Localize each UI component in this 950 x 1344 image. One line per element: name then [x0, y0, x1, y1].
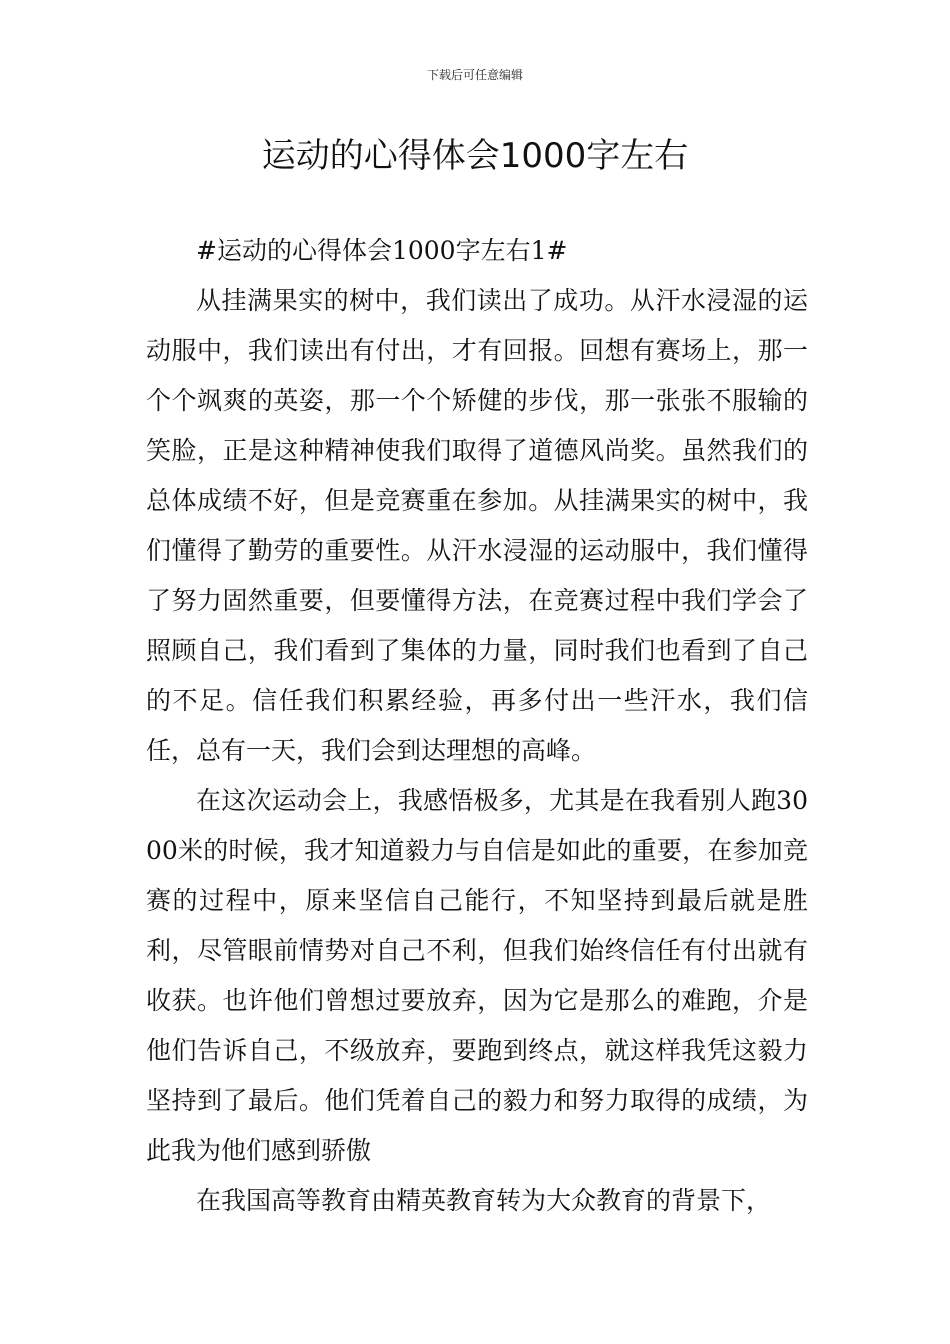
document-body [146, 226, 808, 1226]
section-heading: #运动的心得体会1000字左右1# [196, 236, 568, 265]
paragraph: 从挂满果实的树中，我们读出了成功。从汗水浸湿的运动服中，我们读出有付出，才有回报。回想有赛场上，那一个个飒爽的英姿，那一个个矫健的步伐，那一张张不服输的笑脸，正是这种精神使我们取得了道德风尚奖。虽然我们的总体成绩不好，但是竞赛重在参加。从挂满果实的树中，我们懂得了勤劳的重要性。从汗水浸湿的运动服中，我们懂得了努力固然重要，但要懂得方法，在竞赛过程中我们学会了照顾自己，我们看到了集体的力量，同时我们也看到了自己的不足。信任我们积累经验，再多付出一些汗水，我们信任，总有一天，我们会到达理想的高峰。 [146, 286, 808, 765]
paragraph: 在我国高等教育由精英教育转为大众教育的背景下， [196, 1186, 772, 1215]
header-note: 下载后可任意编辑 [426, 68, 523, 82]
paragraph: 在这次运动会上，我感悟极多，尤其是在我看别人跑3000米的时候，我才知道毅力与自信是如此的重要，在参加竞赛的过程中，原来坚信自己能行，不知坚持到最后就是胜利，尽管眼前情势对自己不利，但我们始终信任有付出就有收获。也许他们曾想过要放弃，因为它是那么的难跑，介是他们告诉自己，不级放弃，要跑到终点，就这样我凭这毅力坚持到了最后。他们凭着自己的毅力和努力取得的成绩，为此我为他们感到骄傲 [146, 786, 808, 1165]
document-title: 运动的心得体会1000字左右 [261, 136, 689, 176]
